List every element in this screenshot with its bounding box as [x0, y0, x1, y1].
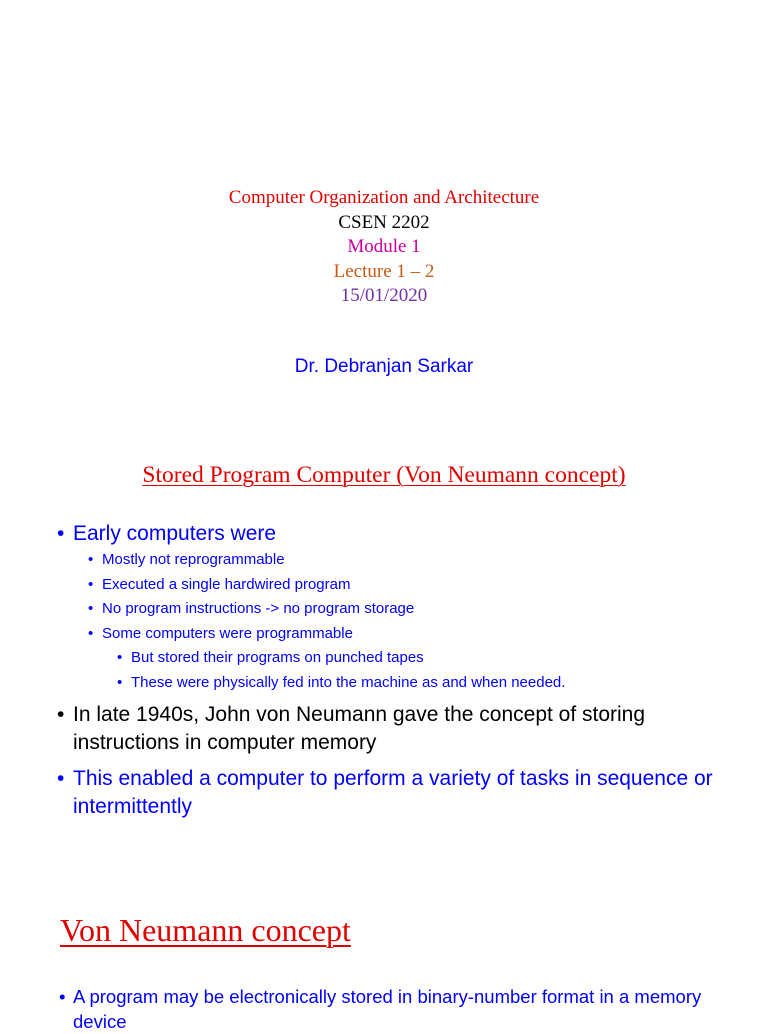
bullet-text: Early computers were	[73, 522, 277, 545]
title-slide	[0, 186, 768, 379]
bullet-dot-icon: •	[117, 673, 123, 691]
sub-bullet-item	[0, 622, 768, 647]
bullet-dot-icon: •	[88, 600, 94, 617]
module-label: Module 1	[347, 236, 421, 257]
bullet-item	[0, 701, 768, 757]
sub-bullet-text: Mostly not reprogrammable	[102, 551, 285, 568]
course-code: CSEN 2202	[338, 211, 430, 233]
lecture-date: 15/01/2020	[340, 285, 428, 306]
sub-bullet-item	[0, 548, 768, 573]
stored-program-slide	[0, 458, 768, 818]
bullet-text: In late 1940s, John von Neumann gave the concept of storing instructions in computer memory	[73, 703, 646, 754]
von-neumann-slide	[0, 908, 768, 1032]
subsub-bullet-text: But stored their programs on punched tapes	[131, 649, 424, 666]
subsub-bullet-item	[0, 671, 768, 696]
sub-bullet-item	[0, 573, 768, 598]
slide-heading: Von Neumann concept	[60, 912, 351, 948]
bullet-item	[0, 984, 768, 1034]
sub-bullet-text: Executed a single hardwired program	[102, 575, 351, 593]
bullet-item	[0, 765, 768, 821]
sub-bullet-text: Some computers were programmable	[102, 624, 353, 642]
author-name: Dr. Debranjan Sarkar	[294, 355, 474, 377]
slide-heading: Stored Program Computer (Von Neumann concept)	[142, 462, 626, 488]
bullet-dot-icon: •	[57, 767, 65, 790]
bullet-dot-icon: •	[88, 575, 94, 593]
bullet-item	[0, 520, 768, 548]
bullet-dot-icon: •	[57, 522, 65, 545]
sub-bullet-item	[0, 597, 768, 622]
lecture-label: Lecture 1 – 2	[333, 260, 435, 282]
bullet-dot-icon: •	[88, 551, 94, 568]
bullet-text: This enabled a computer to perform a variety of tasks in sequence or intermittently	[73, 767, 713, 818]
sub-bullet-text: No program instructions -> no program storage	[102, 600, 415, 617]
bullet-dot-icon: •	[117, 649, 123, 666]
bullet-text: A program may be electronically stored in binary-number format in a memory device	[73, 986, 702, 1032]
bullet-list	[0, 520, 768, 821]
subsub-bullet-item	[0, 646, 768, 671]
bullet-dot-icon: •	[57, 703, 65, 726]
subsub-bullet-text: These were physically fed into the machine as and when needed.	[131, 673, 566, 691]
course-title: Computer Organization and Architecture	[228, 187, 540, 208]
bullet-list	[0, 984, 768, 1034]
bullet-dot-icon: •	[88, 624, 94, 642]
bullet-dot-icon: •	[59, 986, 66, 1007]
